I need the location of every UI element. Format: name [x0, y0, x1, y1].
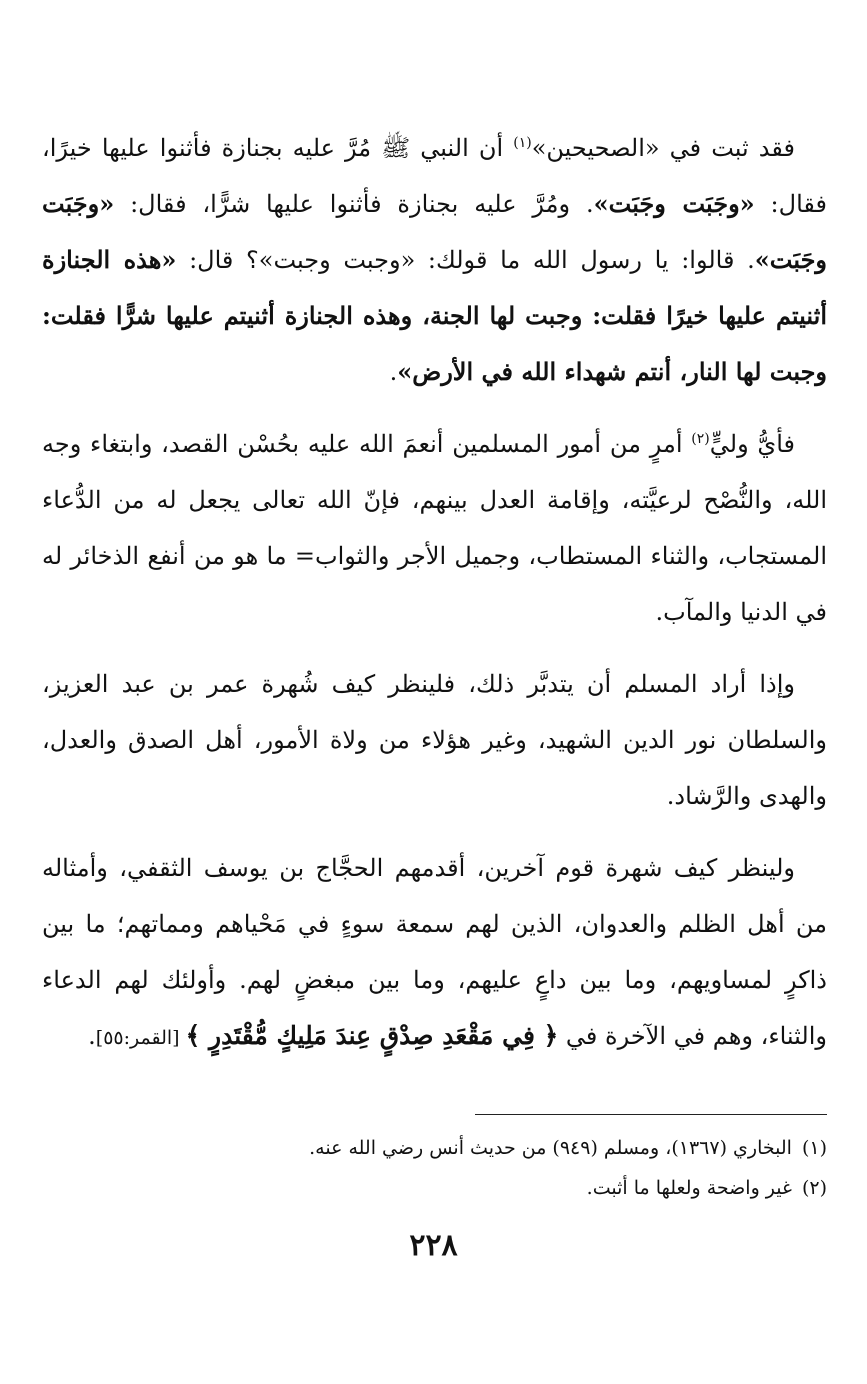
- hadith-phrase-1: «وجَبَت وجَبَت»: [593, 189, 755, 218]
- footnote-1-text: البخاري (١٣٦٧)، ومسلم (٩٤٩) من حديث أنس رضي الله عنه.: [309, 1137, 792, 1159]
- paragraph-2: [42, 416, 827, 640]
- paragraph-2-text-b: أمرٍ من أمور المسلمين أنعمَ الله عليه بحُسْن القصد، وابتغاء وجه الله، والنُّصْح لرعيَّته، وإقامة العدل بينهم، فإنّ الله تعالى يجعل له من الدُّعاء المستجاب، والثناء المستطاب، وجميل الأجر والثواب= ما هو من أنفع الذخائر له في الدنيا والمآب.: [42, 430, 827, 626]
- footnote-divider: [475, 1114, 827, 1115]
- footnotes: [42, 1128, 827, 1208]
- paragraph-2-text-a: فأيُّ وليٍّ: [709, 430, 795, 458]
- page-number: ٢٢٨: [409, 1228, 458, 1263]
- footnote-1-number: (١): [801, 1137, 827, 1159]
- footnote-2-number: (٢): [801, 1177, 827, 1199]
- footnote-ref-2: (٢): [691, 431, 710, 447]
- paragraph-1-text-d: . قالوا: يا رسول الله ما قولك: «وجبت وجبت»؟ قال:: [176, 246, 755, 274]
- hadith-phrase-2: «وجَبَت وجَبَت»: [42, 189, 827, 274]
- paragraph-1-end: .: [389, 358, 398, 386]
- paragraph-1-text-a: فقد ثبت في «الصحيحين»: [531, 134, 795, 162]
- paragraph-4: [42, 840, 827, 1066]
- footnote-2: [42, 1168, 827, 1208]
- page-body: [42, 120, 827, 1082]
- paragraph-4-text: ولينظر كيف شهرة قوم آخرين، أقدمهم الحجَّاج بن يوسف الثقفي، وأمثاله من أهل الظلم والعدوان، الذين لهم سمعة سوءٍ في مَحْياهم ومماتهم؛ ما بين ذاكرٍ لمساويهم، وما بين داعٍ عليهم، وما بين مبغضٍ لهم. وأولئك لهم الدعاء والثناء، وهم في الآخرة في: [42, 854, 827, 1050]
- verse-reference: [القمر:٥٥]: [95, 1027, 186, 1049]
- hadith-quote: «هذه الجنازة أثنيتم عليها خيرًا فقلت: وجبت لها الجنة، وهذه الجنازة أثنيتم عليها شرًّا فقلت: وجبت لها النار، أنتم شهداء الله في الأرض»: [42, 245, 827, 386]
- quran-verse: ﴿ فِي مَقْعَدِ صِدْقٍ عِندَ مَلِيكٍ مُّقْتَدِرٍ ﴾: [185, 1021, 559, 1050]
- paragraph-1: [42, 120, 827, 400]
- paragraph-4-end: .: [88, 1022, 96, 1050]
- paragraph-3: وإذا أراد المسلم أن يتدبَّر ذلك، فلينظر كيف شُهرة عمر بن عبد العزيز، والسلطان نور الدين الشهيد، وغير هؤلاء من ولاة الأمور، أهل الصدق والعدل، والهدى والرَّشاد.: [42, 670, 827, 810]
- paragraph-1-text-b: أن النبي ﷺ مُرَّ عليه بجنازة فأثنوا عليها خيرًا، فقال:: [42, 134, 828, 218]
- footnote-ref-1: (١): [513, 135, 532, 151]
- paragraph-1-text-c: . ومُرَّ عليه بجنازة فأثنوا عليها شرًّا، فقال:: [114, 190, 594, 218]
- footnote-2-text: غير واضحة ولعلها ما أثبت.: [586, 1177, 792, 1199]
- footnote-1: [42, 1128, 827, 1168]
